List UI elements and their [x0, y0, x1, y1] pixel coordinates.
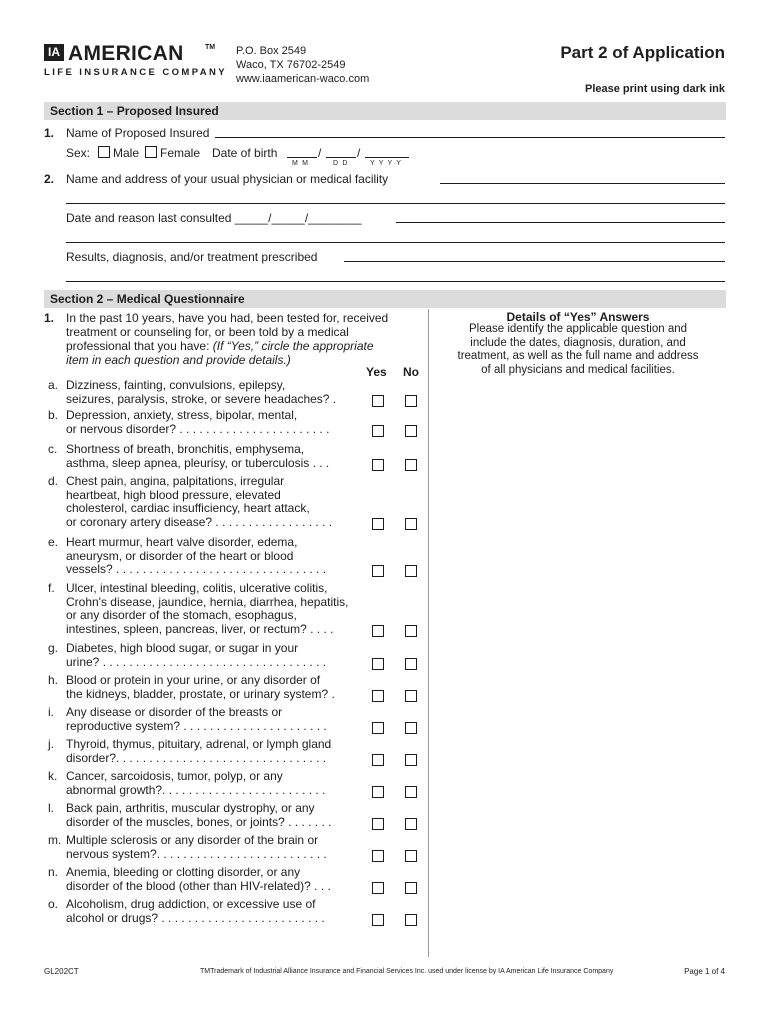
dob-mm-hint: M M [292, 160, 310, 167]
s2-q1-number: 1. [44, 311, 55, 325]
question-letter: e. [48, 535, 59, 549]
questionnaire-intro [66, 311, 388, 367]
page-title: Part 2 of Application [560, 43, 725, 62]
details-line: of all physicians and medical facilities. [481, 363, 675, 376]
question-text: Crohn's disease, jaundice, hernia, diarrhea, hepatitis, [66, 594, 349, 609]
logo-trademark: TM [205, 44, 216, 51]
section2-title: Section 2 – Medical Questionnaire [50, 292, 245, 306]
no-checkbox[interactable] [405, 518, 417, 530]
question-item [48, 865, 381, 893]
question-letter: c. [48, 442, 58, 456]
dob-yyyy-hint: Y Y Y Y [370, 160, 403, 167]
question-letter: g. [48, 641, 59, 655]
yes-checkbox[interactable] [372, 518, 384, 530]
no-checkbox[interactable] [405, 818, 417, 830]
question-text: nervous system?. . . . . . . . . . . . . . . . . . . . . . . . . . [66, 846, 327, 861]
dob-slash: / [318, 146, 322, 160]
question-item [48, 474, 381, 529]
yes-checkbox[interactable] [372, 850, 384, 862]
yes-checkbox[interactable] [372, 690, 384, 702]
yes-checkbox[interactable] [372, 395, 384, 407]
address-line: Waco, TX 76702-2549 [236, 59, 346, 71]
no-checkbox[interactable] [405, 395, 417, 407]
no-checkbox[interactable] [405, 459, 417, 471]
yes-checkbox[interactable] [372, 722, 384, 734]
no-checkbox[interactable] [405, 565, 417, 577]
details-line: include the dates, diagnosis, duration, and [470, 336, 686, 349]
last-consulted-reason-field[interactable] [396, 222, 725, 223]
yes-column-header: Yes [366, 365, 387, 379]
question-letter: l. [48, 801, 54, 815]
yes-checkbox[interactable] [372, 459, 384, 471]
question-text: cholesterol, cardiac insufficiency, heart attack, [66, 501, 310, 515]
last-consulted-label: Date and reason last consulted _____/_____/________ [66, 211, 362, 225]
question-text: heartbeat, high blood pressure, elevated [66, 487, 281, 502]
question-text: Depression, anxiety, stress, bipolar, mental, [66, 408, 298, 422]
question-text: Any disease or disorder of the breasts or [66, 705, 283, 719]
no-checkbox[interactable] [405, 754, 417, 766]
question-text: alcohol or drugs? . . . . . . . . . . . . . . . . . . . . . . . . . [66, 910, 325, 925]
no-checkbox[interactable] [405, 850, 417, 862]
question-letter: m. [48, 833, 62, 847]
address-line: P.O. Box 2549 [236, 45, 307, 57]
question-text: disorder of the muscles, bones, or joints? . . . . . . . [66, 814, 332, 829]
details-line: Please identify the applicable question and [468, 323, 688, 335]
no-checkbox[interactable] [405, 625, 417, 637]
name-field[interactable] [215, 137, 725, 138]
question-text: Thyroid, thymus, pituitary, adrenal, or lymph gland [66, 737, 332, 751]
question-text: asthma, sleep apnea, pleurisy, or tuberculosis . . . [66, 455, 330, 470]
physician-field-line2[interactable] [66, 203, 725, 204]
question-letter: j. [48, 737, 54, 751]
question-letter: f. [48, 581, 55, 595]
physician-label: Name and address of your usual physician or medical facility [66, 172, 389, 186]
question-item [48, 737, 381, 765]
question-item [48, 897, 381, 925]
dob-day-field[interactable] [326, 157, 356, 158]
dob-slash: / [357, 146, 361, 160]
question-text: the kidneys, bladder, prostate, or urinary system? . [66, 686, 335, 701]
question-item [48, 705, 381, 733]
address-line: www.iaamerican-waco.com [236, 73, 370, 85]
question-text: Cancer, sarcoidosis, tumor, polyp, or any [66, 769, 283, 783]
results-field-line2[interactable] [66, 281, 725, 282]
question-letter: i. [48, 705, 54, 719]
question-text: Back pain, arthritis, muscular dystrophy, or any [66, 801, 315, 815]
question-text: urine? . . . . . . . . . . . . . . . . . . . . . . . . . . . . . . . . . . [66, 654, 327, 669]
details-title: Details of “Yes” Answers [506, 310, 650, 324]
no-checkbox[interactable] [405, 786, 417, 798]
no-checkbox[interactable] [405, 914, 417, 926]
question-text: aneurysm, or disorder of the heart or blood [66, 548, 294, 563]
question-text: Heart murmur, heart valve disorder, edema, [66, 535, 298, 549]
question-letter: a. [48, 378, 59, 392]
question-letter: h. [48, 673, 59, 687]
question-item [48, 833, 381, 861]
question-text: seizures, paralysis, stroke, or severe headaches? . [66, 391, 337, 406]
question-item [48, 769, 381, 797]
no-column-header: No [403, 365, 419, 379]
question-text: Diabetes, high blood sugar, or sugar in your [66, 641, 299, 655]
question-text: or nervous disorder? . . . . . . . . . . . . . . . . . . . . . . . [66, 421, 330, 436]
yes-checkbox[interactable] [372, 914, 384, 926]
intro-line: professional that you have: [66, 339, 213, 353]
logo-mark: IA [44, 44, 64, 61]
trademark-notice: TMTrademark of Industrial Alliance Insurance and Financial Services Inc. used under license by IA American Life Insurance Company [200, 968, 614, 975]
intro-instruction: item in each question and provide details.) [66, 353, 291, 367]
yes-checkbox[interactable] [372, 625, 384, 637]
question-item [48, 535, 381, 577]
yes-checkbox[interactable] [372, 658, 384, 670]
dob-month-field[interactable] [287, 157, 317, 158]
ink-note: Please print using dark ink [585, 83, 725, 95]
dob-label: Date of birth [212, 146, 278, 160]
female-checkbox[interactable] [145, 146, 157, 158]
details-answer-area[interactable] [432, 380, 724, 950]
question-item [48, 442, 381, 470]
question-item [48, 408, 381, 436]
question-text: Anemia, bleeding or clotting disorder, or any [66, 865, 301, 879]
sex-label: Sex: [66, 146, 91, 160]
question-text: Multiple sclerosis or any disorder of the brain or [66, 833, 319, 847]
section1-title: Section 1 – Proposed Insured [50, 104, 219, 118]
form-id: GL202CT [44, 967, 79, 976]
question-text: or coronary artery disease? . . . . . . . . . . . . . . . . . . [66, 514, 333, 529]
question-text: abnormal growth?. . . . . . . . . . . . . . . . . . . . . . . . . [66, 782, 326, 797]
yes-checkbox[interactable] [372, 425, 384, 437]
yes-checkbox[interactable] [372, 818, 384, 830]
male-label: Male [113, 146, 140, 160]
results-label: Results, diagnosis, and/or treatment prescribed [66, 250, 318, 264]
logo-name: AMERICAN [68, 42, 184, 65]
dob-dd-hint: D D [333, 160, 349, 167]
question-item [48, 581, 381, 636]
question-text: vessels? . . . . . . . . . . . . . . . . . . . . . . . . . . . . . . . . [66, 562, 327, 576]
no-checkbox[interactable] [405, 658, 417, 670]
dob-year-field[interactable] [365, 157, 409, 158]
no-checkbox[interactable] [405, 690, 417, 702]
q2-number: 2. [44, 172, 55, 186]
results-field[interactable] [344, 261, 725, 262]
intro-instruction: (If “Yes,” circle the appropriate [212, 339, 374, 353]
question-letter: d. [48, 474, 59, 488]
no-checkbox[interactable] [405, 882, 417, 894]
question-item [48, 641, 381, 669]
no-checkbox[interactable] [405, 425, 417, 437]
no-checkbox[interactable] [405, 722, 417, 734]
column-divider [428, 309, 429, 957]
company-address [236, 44, 369, 86]
yes-checkbox[interactable] [372, 786, 384, 798]
question-text: Alcoholism, drug addiction, or excessive use of [66, 897, 316, 911]
question-text: Chest pain, angina, palpitations, irregular [66, 474, 285, 488]
question-item [48, 673, 381, 701]
physician-field[interactable] [440, 183, 725, 184]
last-consulted-field-line2[interactable] [66, 242, 725, 243]
female-label: Female [160, 146, 201, 160]
question-letter: n. [48, 865, 59, 879]
question-text: reproductive system? . . . . . . . . . . . . . . . . . . . . . . [66, 718, 327, 733]
intro-line: In the past 10 years, have you had, been tested for, received [66, 311, 389, 325]
yes-checkbox[interactable] [372, 565, 384, 577]
section1-header [44, 102, 726, 120]
logo-subtitle: LIFE INSURANCE COMPANY [44, 67, 227, 78]
question-letter: k. [48, 769, 58, 783]
question-item [48, 378, 381, 406]
intro-line: treatment or counseling for, or been told by a medical [66, 325, 349, 339]
question-item [48, 801, 381, 829]
question-text: disorder of the blood (other than HIV-related)? . . . [66, 878, 331, 893]
details-instructions [430, 323, 726, 377]
question-text: Shortness of breath, bronchitis, emphysema, [66, 442, 305, 456]
question-text: Blood or protein in your urine, or any disorder of [66, 673, 321, 687]
question-letter: b. [48, 408, 59, 422]
section2-header [44, 290, 726, 308]
question-text: Dizziness, fainting, convulsions, epilepsy, [66, 378, 286, 392]
question-text: Ulcer, intestinal bleeding, colitis, ulcerative colitis, [66, 581, 328, 595]
question-text: intestines, spleen, pancreas, liver, or rectum? . . . . [66, 621, 334, 636]
male-checkbox[interactable] [98, 146, 110, 158]
page-number: Page 1 of 4 [684, 967, 725, 976]
question-letter: o. [48, 897, 59, 911]
details-line: treatment, as well as the full name and address [457, 350, 699, 362]
yes-checkbox[interactable] [372, 754, 384, 766]
name-label: Name of Proposed Insured [66, 126, 210, 140]
question-text: or any disorder of the stomach, esophagus, [66, 608, 297, 622]
yes-checkbox[interactable] [372, 882, 384, 894]
q1-number: 1. [44, 126, 55, 140]
question-text: disorder?. . . . . . . . . . . . . . . . . . . . . . . . . . . . . . . . [66, 750, 327, 765]
